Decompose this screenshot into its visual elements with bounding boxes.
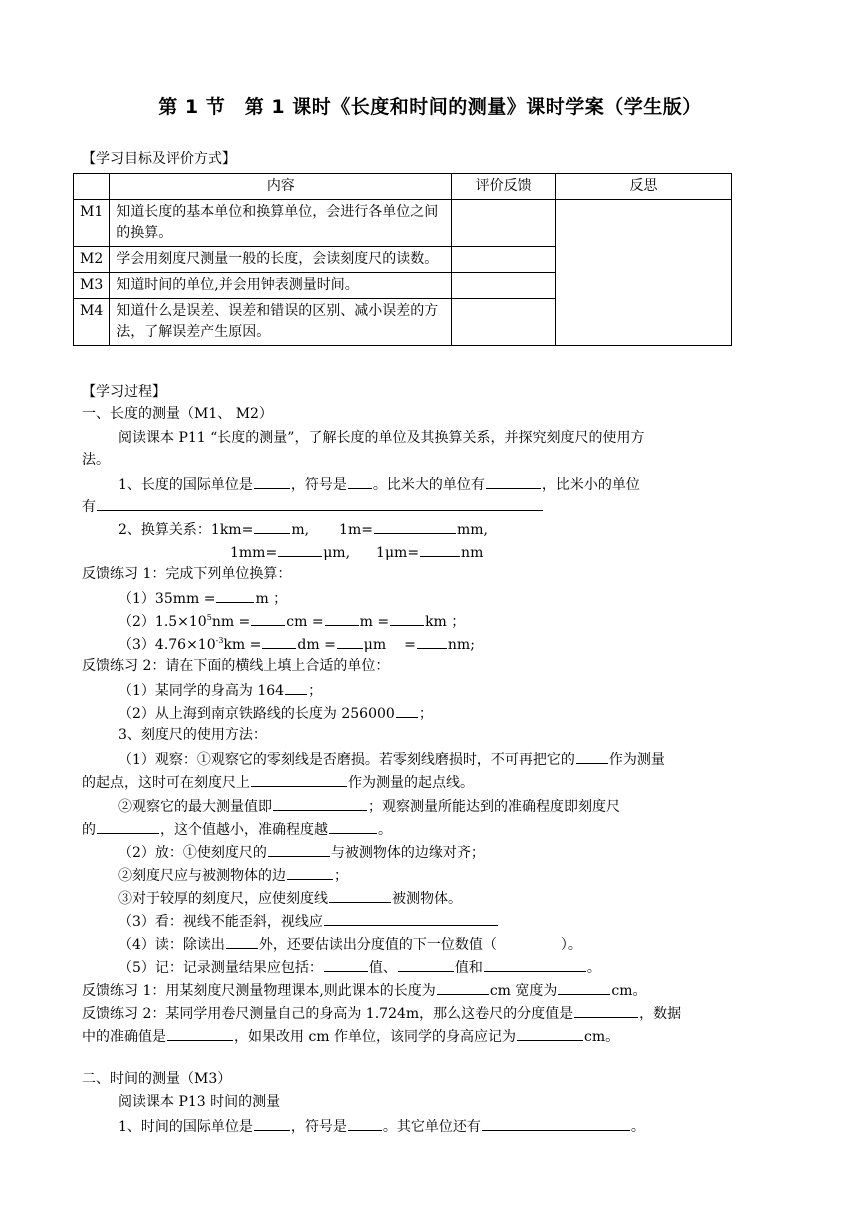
text: 外，还要估读出分度值的下一位数值（ (258, 937, 497, 953)
text: ②刻度尺应与被测物体的边 (118, 868, 286, 884)
reading-instruction-time: 阅读课本 P13 时间的测量 (118, 1094, 281, 1110)
text: cm 宽度为 (489, 983, 558, 999)
read-line (118, 935, 582, 953)
blank[interactable] (167, 1027, 233, 1041)
feedback-2-item-1 (118, 681, 322, 699)
text: ）。 (560, 937, 582, 953)
blank[interactable] (97, 820, 159, 834)
text: 。其它单位还有 (382, 1119, 481, 1135)
row-id: M4 (74, 299, 110, 346)
time-question-1 (118, 1117, 645, 1135)
text: ，符号是 (290, 477, 347, 493)
text: （1）35mm = (118, 591, 216, 607)
feedback-b (82, 1004, 681, 1022)
header-content: 内容 (110, 174, 452, 200)
feedback-1-item-3 (118, 635, 475, 653)
text: ②观察它的最大测量值即 (118, 799, 272, 815)
blank[interactable] (97, 497, 543, 511)
blank[interactable] (251, 773, 347, 787)
blank[interactable] (329, 889, 391, 903)
table-row (74, 200, 732, 247)
feedback-2-heading: 反馈练习 2：请在下面的横线上填上合适的单位： (82, 658, 390, 674)
text: 与被测物体的边缘对齐； (330, 845, 485, 861)
text: （3）4.76×10 (118, 637, 216, 653)
row-content: 学会用刻度尺测量一般的长度，会读刻度尺的读数。 (110, 247, 452, 273)
text: km = (223, 637, 262, 653)
text: μm (363, 637, 387, 653)
feedback-a (82, 981, 647, 999)
text: m ； (255, 591, 288, 607)
blank[interactable] (437, 981, 489, 995)
goals-table (73, 173, 732, 346)
text: μm, (323, 545, 351, 561)
blank[interactable] (254, 475, 290, 489)
blank[interactable] (324, 912, 498, 926)
text: ； (418, 706, 433, 722)
question-2-cont (230, 543, 483, 561)
process-heading: 【学习过程】 (82, 384, 166, 400)
text: 反馈练习 2：某同学用卷尺测量自己的身高为 1.724m，那么这卷尺的分度值是 (82, 1006, 574, 1022)
blank[interactable] (329, 820, 377, 834)
blank[interactable] (216, 589, 254, 603)
text: = (404, 637, 416, 653)
blank[interactable] (251, 612, 285, 626)
text: 1mm= (230, 545, 278, 561)
text: km ； (425, 614, 466, 630)
blank[interactable] (268, 843, 330, 857)
blank[interactable] (484, 958, 586, 972)
evaluation-cell[interactable] (452, 273, 556, 299)
text: 反馈练习 1：用某刻度尺测量物理课本,则此课本的长度为 (82, 983, 436, 999)
exponent: -3 (215, 636, 224, 645)
place-line-1 (118, 843, 485, 861)
text: ；观察测量所能达到的准确程度即刻度尺 (368, 799, 620, 815)
text: （1）观察：①观察它的零刻线是否磨损。若零刻线磨损时，不可再把它的 (118, 752, 575, 768)
feedback-c (82, 1027, 619, 1045)
blank[interactable] (273, 797, 367, 811)
place-line-2 (118, 866, 348, 884)
blank[interactable] (420, 543, 460, 557)
text: 被测物体。 (392, 891, 462, 907)
text: nm (461, 545, 484, 561)
evaluation-cell[interactable] (452, 200, 556, 247)
text: ，数据 (639, 1006, 682, 1022)
text: 。比米大的单位有 (372, 477, 485, 493)
row-id: M3 (74, 273, 110, 299)
blank[interactable] (262, 635, 296, 649)
blank[interactable] (226, 935, 258, 949)
text: （2）放：①使刻度尺的 (118, 845, 267, 861)
text: 。 (378, 822, 392, 838)
table-cell (74, 174, 110, 200)
text: ； (308, 683, 323, 699)
place-line-3 (118, 889, 462, 907)
observe-line-4 (82, 820, 392, 838)
row-content: 知道长度的基本单位和换算单位，会进行各单位之间的换算。 (110, 200, 452, 247)
text: cm = (286, 614, 324, 630)
blank[interactable] (574, 1004, 638, 1018)
evaluation-cell[interactable] (452, 299, 556, 346)
text: （3）看：视线不能歪斜，视线应 (118, 914, 323, 930)
text: cm。 (584, 1029, 620, 1045)
text: ，这个值越小，准确程度越 (160, 822, 328, 838)
blank[interactable] (285, 681, 307, 695)
text: ，如果改用 cm 作单位，该同学的身高应记为 (234, 1029, 517, 1045)
blank[interactable] (482, 1117, 630, 1131)
text: 值和 (454, 960, 483, 976)
header-reflection: 反思 (555, 174, 731, 200)
blank[interactable] (558, 981, 610, 995)
question-1-cont (82, 497, 544, 515)
row-content: 知道什么是误差、误差和错误的区别、减小误差的方法，了解误差产生原因。 (110, 299, 452, 346)
text: ； (334, 868, 348, 884)
blank[interactable] (348, 475, 372, 489)
text: mm, (456, 522, 488, 538)
blank[interactable] (576, 750, 608, 764)
blank[interactable] (325, 612, 359, 626)
section-time-heading: 二、时间的测量（M3） (82, 1071, 232, 1087)
text: ，符号是 (290, 1119, 347, 1135)
text: dm = (297, 637, 336, 653)
text: （4）读：除读出 (118, 937, 225, 953)
text: 1μm= (376, 545, 420, 561)
text: 。 (630, 1119, 645, 1135)
text: （1）某同学的身高为 164 (118, 683, 285, 699)
question-3: 3、刻度尺的使用方法： (118, 727, 267, 743)
blank[interactable] (417, 635, 447, 649)
row-content: 知道时间的单位,并会用钟表测量时间。 (110, 273, 452, 299)
record-line (118, 958, 601, 976)
text: m = (359, 614, 390, 630)
text: 。 (586, 960, 601, 976)
text: 1m= (339, 522, 373, 538)
section-length-heading: 一、长度的测量（M1、 M2） (82, 406, 273, 422)
text: （2）1.5×10 (118, 614, 207, 630)
table-header-row (74, 174, 732, 200)
reflection-cell[interactable] (555, 200, 731, 346)
blank[interactable] (398, 958, 454, 972)
reading-instruction: 阅读课本 P11 “长度的测量”，了解长度的单位及其换算关系，并探究刻度尺的使用方 (118, 430, 645, 446)
text: 2、换算关系：1km= (118, 522, 254, 538)
blank[interactable] (374, 520, 456, 534)
text: nm; (447, 637, 475, 653)
text: 的 (82, 822, 96, 838)
blank[interactable] (396, 704, 418, 718)
text: cm。 (611, 983, 647, 999)
evaluation-cell[interactable] (452, 247, 556, 273)
blank[interactable] (278, 543, 322, 557)
blank[interactable] (517, 1027, 583, 1041)
text: ③对于较厚的刻度尺，应使刻度线 (118, 891, 328, 907)
text: 作为测量的起点线。 (348, 775, 474, 791)
exponent: 5 (206, 613, 212, 622)
text: 的起点，这时可在刻度尺上 (82, 775, 250, 791)
text: 中的准确值是 (82, 1029, 166, 1045)
feedback-2-item-2 (118, 704, 433, 722)
blank[interactable] (287, 866, 333, 880)
text: 1、时间的国际单位是 (118, 1119, 253, 1135)
text: 有 (82, 499, 96, 515)
text: （2）从上海到南京铁路线的长度为 256000 (118, 706, 395, 722)
text: nm = (211, 614, 251, 630)
question-2 (118, 520, 488, 538)
text: 1、长度的国际单位是 (118, 477, 253, 493)
look-line (118, 912, 499, 930)
blank[interactable] (390, 612, 424, 626)
header-evaluation: 评价反馈 (452, 174, 556, 200)
page-title: 第 1 节 第 1 课时《长度和时间的测量》课时学案（学生版） (158, 96, 702, 118)
feedback-1-item-2 (118, 612, 465, 630)
text: 值、 (368, 960, 397, 976)
goals-heading: 【学习目标及评价方式】 (82, 151, 236, 167)
blank[interactable] (254, 520, 290, 534)
blank[interactable] (348, 1117, 382, 1131)
feedback-1-item-1 (118, 589, 287, 607)
blank[interactable] (324, 958, 368, 972)
observe-line-1 (118, 750, 665, 768)
text: 作为测量 (608, 752, 665, 768)
observe-line-2 (82, 773, 474, 791)
feedback-1-heading: 反馈练习 1：完成下列单位换算： (82, 566, 292, 582)
reading-instruction-cont: 法。 (82, 452, 110, 468)
text: m, (291, 522, 310, 538)
text: ，比米小的单位 (541, 477, 640, 493)
question-1 (118, 475, 640, 493)
observe-line-3 (118, 797, 620, 815)
blank[interactable] (337, 635, 363, 649)
row-id: M1 (74, 200, 110, 247)
text: （5）记：记录测量结果应包括： (118, 960, 323, 976)
blank[interactable] (254, 1117, 290, 1131)
row-id: M2 (74, 247, 110, 273)
blank[interactable] (486, 475, 541, 489)
